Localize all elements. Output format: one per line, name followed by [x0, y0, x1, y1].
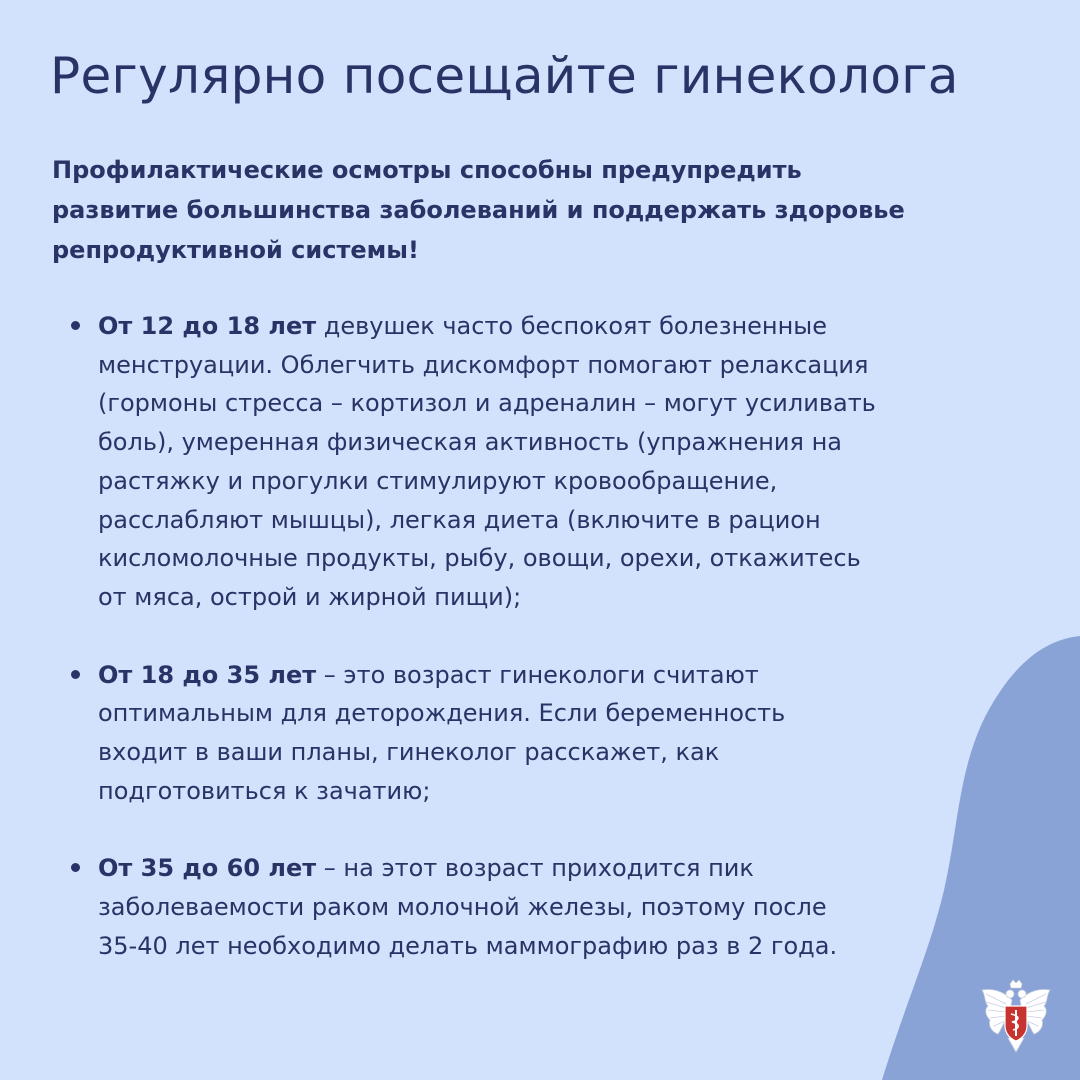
age-range-label: От 12 до 18 лет — [98, 312, 317, 340]
bullet-dot — [71, 670, 80, 679]
list-item-text: – это возраст гинекологи считают — [316, 660, 759, 689]
intro-line: развитие большинства заболеваний и поддержать здоровье — [52, 196, 905, 224]
page-title: Регулярно посещайте гинеколога — [50, 47, 959, 105]
list-item-line: кисломолочные продукты, рыбу, овощи, орехи, откажитесь — [98, 544, 861, 573]
list-item-line: расслабляют мышцы), легкая диета (включите в рацион — [98, 505, 821, 534]
ministry-of-health-eagle-emblem-icon — [976, 978, 1056, 1062]
list-item-line: (гормоны стресса – кортизол и адреналин – могут усиливать — [98, 389, 876, 418]
list-item-first-line — [98, 307, 1080, 346]
age-range-label: От 18 до 35 лет — [98, 660, 317, 689]
list-item-line: боль), умеренная физическая активность (упражнения на — [98, 428, 842, 457]
list-item-first-line — [98, 656, 1080, 695]
list-item-line: от мяса, острой и жирной пищи); — [98, 582, 522, 611]
list-item-text: – на этот возраст приходится пик — [316, 854, 754, 883]
list-item-line: входит в ваши планы, гинеколог расскажет, как — [98, 738, 720, 767]
list-item-age-18-35 — [0, 656, 1080, 811]
bullet-dot — [71, 863, 80, 872]
list-item-line: заболеваемости раком молочной железы, поэтому после — [98, 893, 827, 922]
list-item-age-35-60 — [0, 849, 1080, 965]
list-item-line: подготовиться к зачатию; — [98, 776, 431, 805]
list-item-line: растяжку и прогулки стимулируют кровообращение, — [98, 466, 778, 495]
intro-text — [52, 150, 1012, 270]
list-item-first-line — [98, 849, 1080, 888]
age-recommendations-list — [0, 307, 1080, 966]
bullet-dot — [71, 321, 80, 330]
intro-line: Профилактические осмотры способны предупредить — [52, 156, 802, 184]
list-item-line: оптимальным для деторождения. Если беременность — [98, 699, 786, 728]
list-item-line: менструации. Облегчить дискомфорт помогают релаксация — [98, 350, 869, 379]
age-range-label: От 35 до 60 лет — [98, 854, 317, 883]
list-item-text: девушек часто беспокоят болезненные — [316, 312, 828, 340]
list-item-age-12-18 — [0, 307, 1080, 617]
list-item-line: 35-40 лет необходимо делать маммографию раз в 2 года. — [98, 931, 838, 960]
intro-line: репродуктивной системы! — [52, 236, 419, 264]
